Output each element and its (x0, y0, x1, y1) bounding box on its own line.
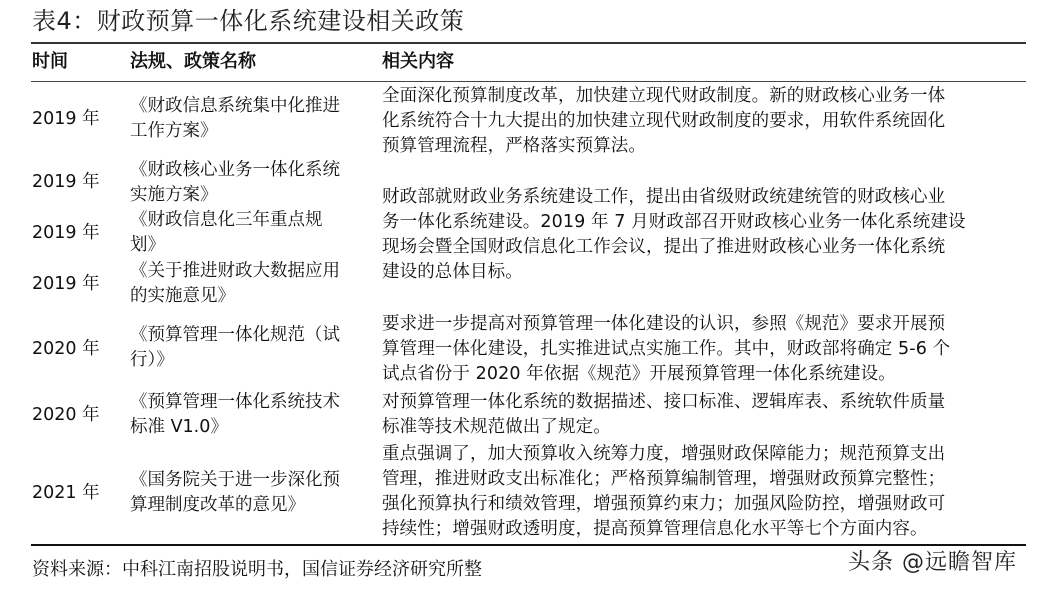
row-content (382, 312, 1027, 387)
content-line: 要求进一步提高对预算管理一体化建设的认识，参照《规范》要求开展预 (382, 314, 946, 334)
content-line: 持续性；增强财政透明度，提高预算管理信息化水平等七个方面内容。 (382, 519, 928, 539)
name-line: 的实施意见》 (130, 286, 235, 306)
row-policy-name (130, 259, 375, 309)
name-line: 行）》 (130, 350, 174, 370)
row-year: 2019 年 (32, 172, 100, 192)
name-line: 《关于推进财政大数据应用 (130, 261, 340, 281)
name-line: 标准 V1.0》 (130, 417, 228, 437)
row-year: 2019 年 (32, 274, 100, 294)
content-line: 现场会暨全国财政信息化工作会议，提出了推进财政核心业务一体化系统 (382, 237, 946, 257)
row-policy-name (130, 323, 375, 373)
header-content: 相关内容 (382, 51, 454, 72)
name-line: 《财政信息化三年重点规 (130, 210, 323, 230)
row-content (382, 442, 1027, 542)
name-line: 《预算管理一体化系统技术 (130, 392, 340, 412)
top-rule (31, 42, 1026, 44)
header-policy-name: 法规、政策名称 (130, 51, 256, 72)
name-line: 《财政信息系统集中化推进 (130, 96, 340, 116)
name-line: 工作方案》 (130, 121, 218, 141)
name-line: 实施方案》 (130, 185, 218, 205)
watermark: 头条 @远瞻智库 (848, 550, 1017, 575)
name-line: 《财政核心业务一体化系统 (130, 160, 340, 180)
header-time: 时间 (32, 51, 68, 72)
table-title: 表4：财政预算一体化系统建设相关政策 (32, 7, 465, 35)
row-content (382, 390, 1027, 440)
row-year: 2021 年 (32, 483, 100, 503)
name-line: 算理制度改革的意见》 (130, 495, 305, 515)
name-line: 划》 (130, 235, 165, 255)
row-policy-name (130, 468, 375, 518)
content-line: 建设的总体目标。 (382, 262, 523, 282)
row-year: 2020 年 (32, 339, 100, 359)
row-year: 2019 年 (32, 109, 100, 129)
content-line: 对预算管理一体化系统的数据描述、接口标准、逻辑库表、系统软件质量 (382, 392, 946, 412)
content-line: 标准等技术规范做出了规定。 (382, 417, 611, 437)
content-line: 试点省份于 2020 年依据《规范》开展预算管理一体化系统建设。 (382, 364, 896, 384)
content-line: 务一体化系统建设。2019 年 7 月财政部召开财政核心业务一体化系统建设 (382, 212, 966, 232)
row-year: 2019 年 (32, 223, 100, 243)
content-line: 财政部就财政业务系统建设工作，提出由省级财政统建统管的财政核心业 (382, 187, 946, 207)
name-line: 《预算管理一体化规范（试 (130, 325, 340, 345)
content-line: 算管理一体化建设，扎实推进试点实施工作。其中，财政部将确定 5-6 个 (382, 339, 951, 359)
header-rule (31, 81, 1026, 82)
row-policy-name (130, 390, 375, 440)
content-line: 预算管理流程，严格落实预算法。 (382, 136, 646, 156)
content-line: 全面深化预算制度改革，加快建立现代财政制度。新的财政核心业务一体 (382, 86, 946, 106)
row-policy-name (130, 94, 375, 144)
source-note: 资料来源：中科江南招股说明书，国信证券经济研究所整 (32, 559, 482, 580)
content-line: 管理，推进财政支出标准化；严格预算编制管理，增强财政预算完整性； (382, 469, 946, 489)
row-policy-name (130, 208, 375, 258)
bottom-rule (31, 544, 1026, 546)
content-line: 强化预算执行和绩效管理，增强预算约束力；加强风险防控，增强财政可 (382, 494, 946, 514)
name-line: 《国务院关于进一步深化预 (130, 470, 340, 490)
row-content (382, 84, 1027, 159)
content-line: 重点强调了，加大预算收入统筹力度，增强财政保障能力；规范预算支出 (382, 444, 946, 464)
merged-row-content (382, 185, 1027, 285)
row-policy-name (130, 158, 375, 208)
content-line: 化系统符合十九大提出的加快建立现代财政制度的要求，用软件系统固化 (382, 111, 946, 131)
row-year: 2020 年 (32, 405, 100, 425)
